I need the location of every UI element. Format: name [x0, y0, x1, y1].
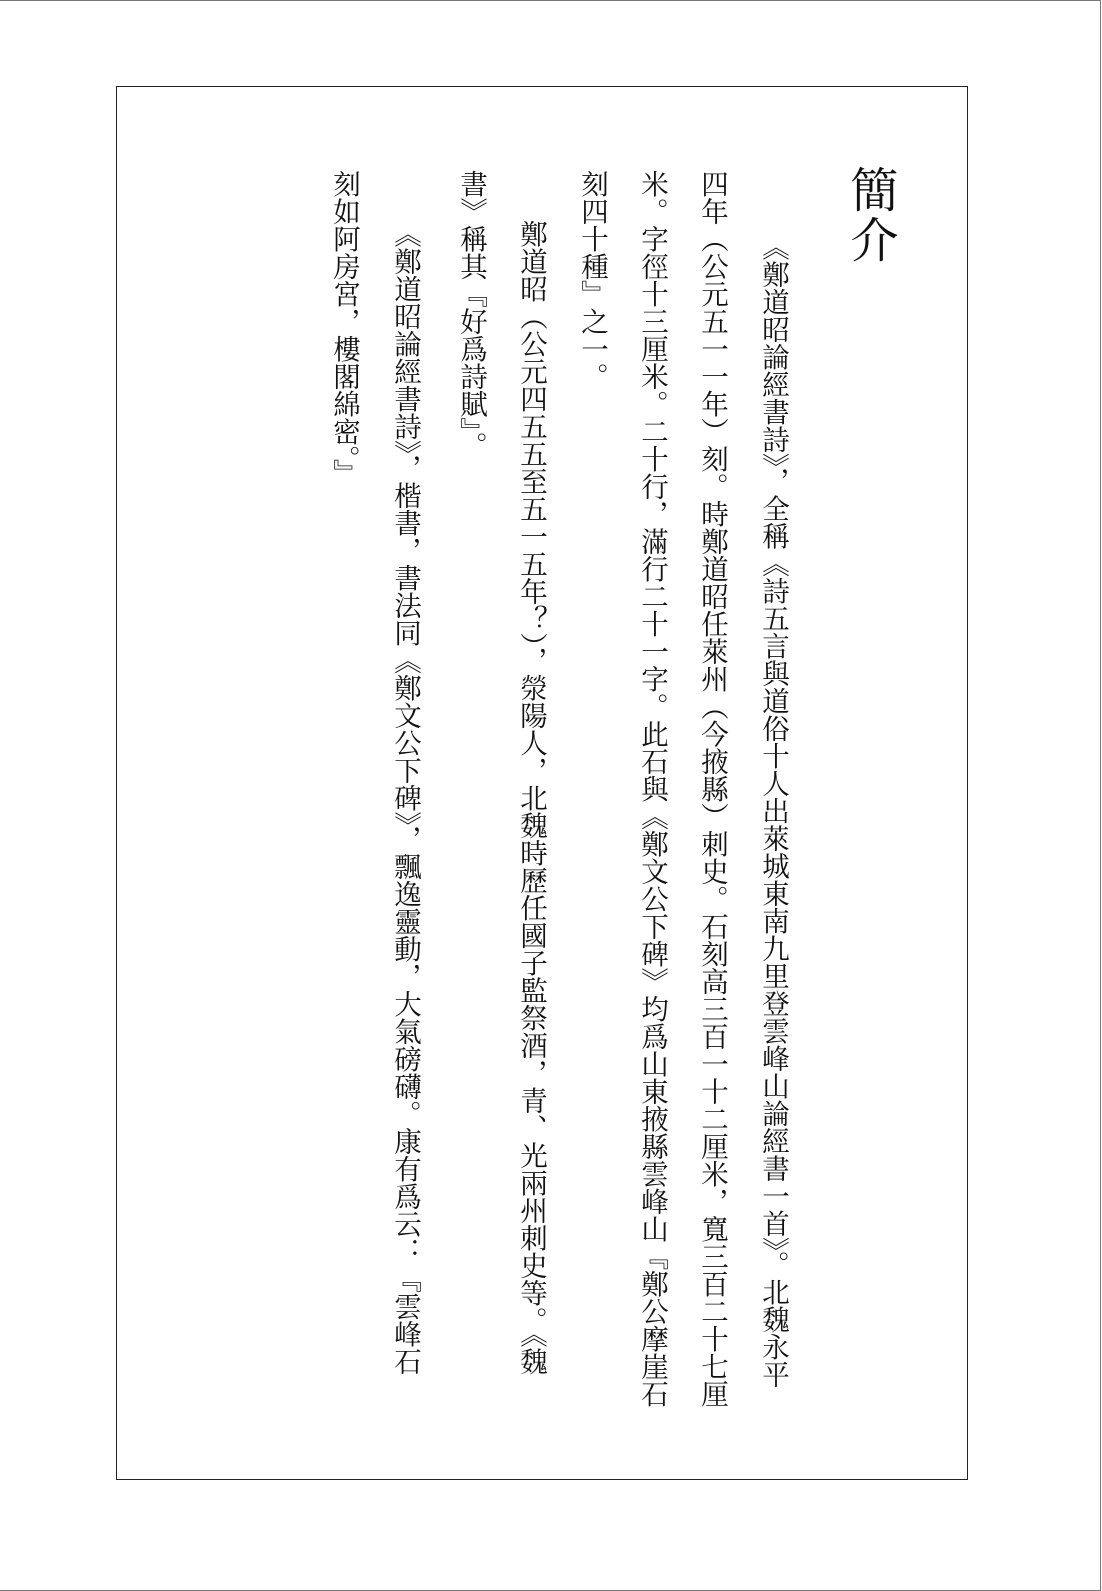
text-line-7: 《鄭道昭論經書詩》，楷書，書法同《鄭文公下碑》，飄逸靈動，大氣磅礴。康有爲云：『雲峰石 — [389, 220, 421, 1375]
text-line-5: 鄭道昭（公元四五五至五一五年？），滎陽人，北魏時歷任國子監祭酒，青、光兩州刺史等。《魏 — [515, 220, 547, 1375]
text-line-8: 刻如阿房宮，樓閣綿密。』 — [328, 170, 360, 487]
text-line-3: 米。字徑十三厘米。二十行，滿行二十一字。此石與《鄭文公下碑》均爲山東掖縣雲峰山『鄭公摩崖石 — [636, 170, 668, 1408]
text-line-2: 四年（公元五一一年）刻。時鄭道昭任萊州（今掖縣）刺史。石刻高三百一十二厘米，寬三百二十七厘 — [696, 170, 728, 1408]
page-title: 簡介 — [842, 165, 898, 265]
text-line-6: 書》稱其『好爲詩賦』。 — [455, 170, 487, 459]
text-line-1: 《鄭道昭論經書詩》，全稱《詩五言與道俗十人出萊城東南九里登雲峰山論經書一首》。北魏永平 — [757, 233, 789, 1388]
text-line-4: 刻四十種』之一。 — [576, 170, 608, 390]
